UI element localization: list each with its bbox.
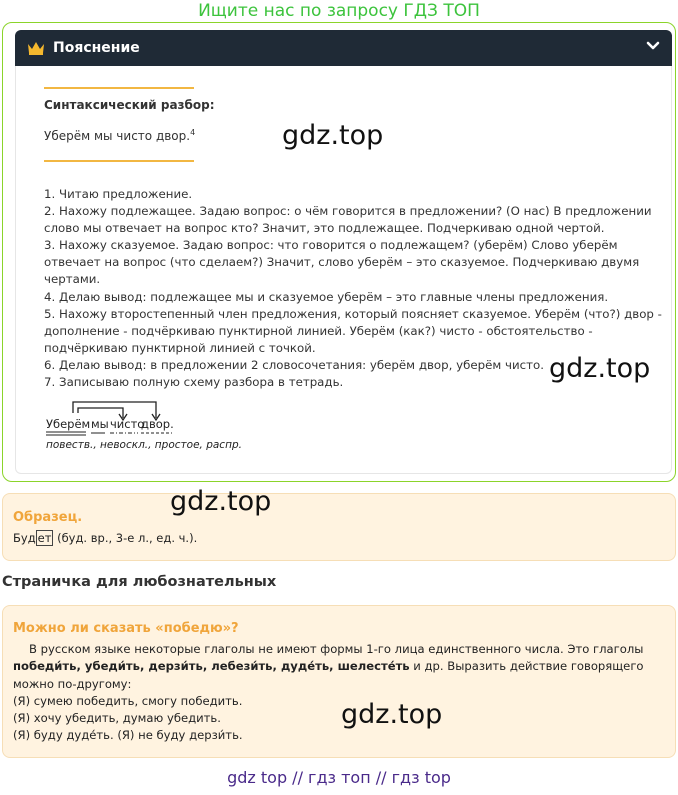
curious-line: (Я) хочу убедить, думаю убедить.: [13, 711, 221, 726]
curious-line: (Я) сумею победить, смогу победить.: [13, 693, 243, 708]
explanation-title: Пояснение: [53, 40, 140, 56]
explanation-card: [2, 22, 676, 482]
crown-icon: [27, 41, 45, 55]
curious-paragraph: В русском языке некоторые глаголы не имеют формы 1-го лица единственного числа. Это глаголы победи́ть, убеди́ть, дерзи́ть, лебези́ть, дуде́ть, шелесте́ть и др. Выразить действие говорящего можно по-другому:: [13, 642, 644, 691]
chevron-down-icon[interactable]: [646, 39, 660, 53]
watermark: gdz.top: [282, 120, 384, 151]
step-item: 5. Нахожу второстепенный член предложения, который поясняет сказуемое. Уберём (что?) двор - дополнение - подчёркиваю пунктирной линией. Уберём (как?) чисто - обстоятельство - подчёркиваю пунктирной линией с точкой.: [44, 306, 662, 355]
step-item: 7. Записываю полную схему разбора в тетрадь.: [44, 375, 344, 390]
watermark: gdz.top: [549, 353, 651, 384]
step-item: 3. Нахожу сказуемое. Задаю вопрос: что говорится о подлежащем? (уберём) Слово уберём отвечает на вопрос (что сделаем?) Значит, слово уберём – это сказуемое. Подчеркиваю двумя чертами.: [44, 238, 640, 287]
step-item: 1. Читаю предложение.: [44, 187, 193, 201]
divider-top: [44, 87, 194, 89]
scheme-word-adverbial: чисто: [110, 417, 145, 431]
scheme-word-subject: мы: [91, 417, 109, 431]
explanation-header[interactable]: [15, 30, 672, 66]
curious-text: [13, 641, 663, 745]
sentence-scheme: [44, 396, 264, 466]
curious-box: [2, 605, 676, 758]
ending-box: ет: [37, 531, 52, 545]
syntax-title: Синтаксический разбор:: [44, 98, 215, 112]
scheme-word-predicate: Уберём: [46, 417, 91, 431]
footer-links: gdz top // гдз топ // гдз top: [227, 768, 451, 787]
watermark: gdz.top: [341, 699, 443, 730]
curious-line: (Я) буду дуде́ть. (Я) не буду дерзи́ть.: [13, 728, 243, 743]
step-item: 6. Делаю вывод: в предложении 2 словосочетания: уберём двор, уберём чисто.: [44, 357, 545, 372]
curious-title: Можно ли сказать «победю»?: [13, 621, 239, 636]
top-banner: Ищите нас по запросу ГДЗ ТОП: [198, 1, 480, 21]
section-title: Страничка для любознательных: [2, 574, 277, 590]
sample-title: Образец.: [13, 510, 83, 525]
scheme-word-object: двор.: [141, 417, 174, 431]
sample-text: Буд ет (буд. вр., 3-е л., ед. ч.).: [13, 531, 198, 545]
step-item: 2. Нахожу подлежащее. Задаю вопрос: о чём говорится в предложении? (О нас) В предложении слово мы отвечает на вопрос кто? Значит, это подлежащее. Подчеркиваю одной чертой.: [44, 204, 652, 236]
scheme-caption: повеств., невоскл., простое, распр.: [46, 439, 242, 451]
watermark: gdz.top: [170, 486, 272, 517]
divider-bottom: [44, 160, 194, 162]
sample-box: [2, 493, 676, 561]
step-item: 4. Делаю вывод: подлежащее мы и сказуемое уберём – это главные члены предложения.: [44, 289, 609, 304]
syntax-sentence: Уберём мы чисто двор.$^4$: [44, 128, 196, 143]
